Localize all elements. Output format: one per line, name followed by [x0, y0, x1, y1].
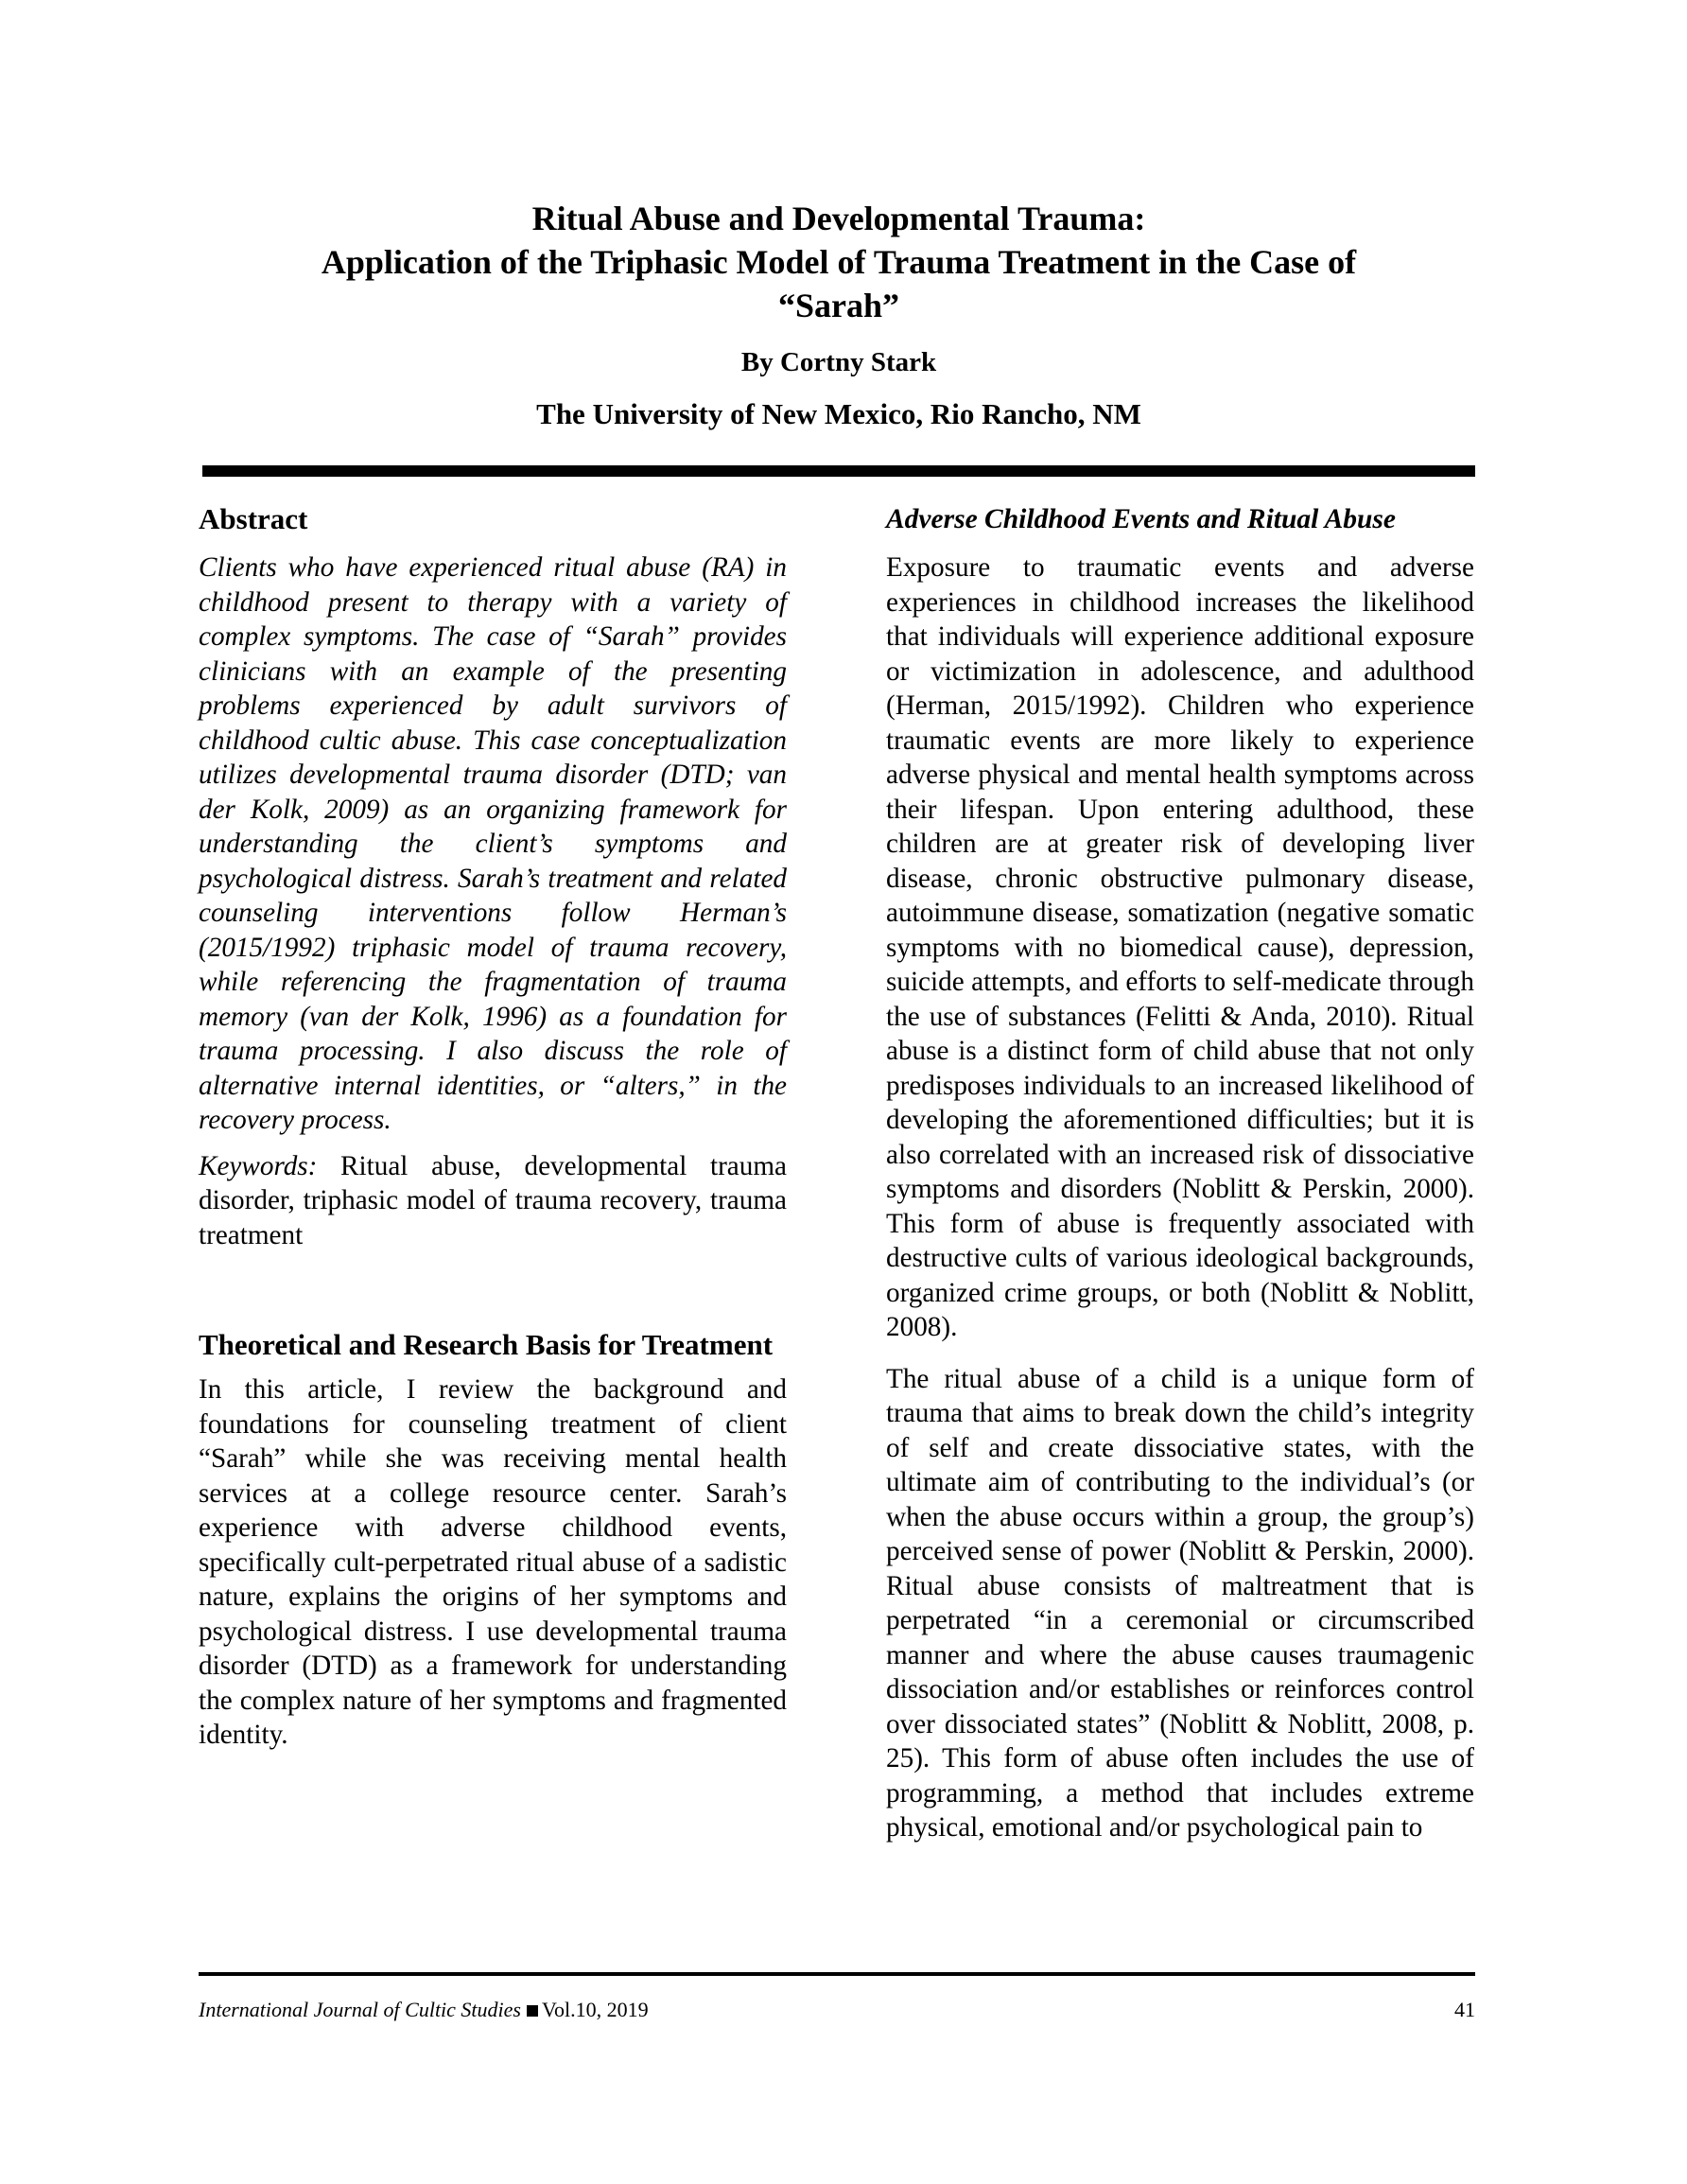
title-line-2: Application of the Triphasic Model of Trauma Treatment in the Case of	[321, 243, 1357, 281]
right-column	[886, 501, 1474, 1845]
section-heading-adverse-events: Adverse Childhood Events and Ritual Abuse	[886, 504, 1397, 534]
footer-divider	[199, 1972, 1475, 1976]
theory-paragraph: In this article, I review the background and foundations for counseling treatment of client “Sarah” while she was receiving mental health services at a college resource center. Sarah’s experience with adverse childhood events, specifically cult-perpetrated ritual abuse of a sadistic nature, explains the origins of her symptoms and psychological distress. I use developmental trauma disorder (DTD) as a framework for understanding the complex nature of her symptoms and fragmented identity.	[199, 1374, 787, 1750]
title-line-3: “Sarah”	[777, 287, 900, 324]
article-title	[202, 197, 1475, 327]
abstract-heading: Abstract	[199, 502, 308, 535]
keywords-text: Ritual abuse, developmental trauma disorder, triphasic model of trauma recovery, trauma treatment	[199, 1150, 787, 1250]
journal-volume: Vol.10, 2019	[541, 1998, 649, 2021]
body-paragraph: The ritual abuse of a child is a unique form of trauma that aims to break down the child’s integrity of self and create dissociative states, with the ultimate aim of contributing to the individual’s (or when the abuse occurs within a group, the group’s) perceived sense of power (Noblitt & Perskin, 2000). Ritual abuse consists of maltreatment that is perpetrated “in a ceremonial or circumscribed manner and where the abuse causes traumagenic dissociation and/or establishes or reinforces control over dissociated states” (Noblitt & Noblitt, 2008, p. 25). This form of abuse often includes the use of programming, a method that includes extreme physical, emotional and/or psychological pain to	[886, 1363, 1474, 1843]
abstract-text: Clients who have experienced ritual abuse (RA) in childhood present to therapy with a variety of complex symptoms. The case of “Sarah” provides clinicians with an example of the presenting problems experienced by adult survivors of childhood cultic abuse. This case conceptualization utilizes developmental trauma disorder (DTD; van der Kolk, 2009) as an organizing framework for understanding the client’s symptoms and psychological distress. Sarah’s treatment and related counseling interventions follow Herman’s (2015/1992) triphasic model of trauma recovery, while referencing the fragmentation of trauma memory (van der Kolk, 1996) as a foundation for trauma processing. I also discuss the role of alternative internal identities, or “alters,” in the recovery process.	[199, 552, 787, 1135]
author-affiliation: The University of New Mexico, Rio Rancho, NM	[536, 397, 1141, 430]
keywords-label: Keywords:	[199, 1150, 318, 1181]
title-line-1: Ritual Abuse and Developmental Trauma:	[531, 200, 1146, 237]
keywords	[199, 1149, 787, 1253]
author-byline: By Cortny Stark	[740, 347, 937, 377]
footer-journal-info	[199, 1997, 649, 2023]
header-divider	[202, 465, 1475, 477]
page-number: 41	[1454, 1998, 1475, 2021]
left-column	[199, 501, 787, 1753]
journal-name: International Journal of Cultic Studies	[199, 1998, 521, 2021]
section-heading-theory: Theoretical and Research Basis for Treatment	[199, 1328, 774, 1361]
body-paragraph: Exposure to traumatic events and adverse experiences in childhood increases the likelihood that individuals will experience additional exposure or victimization in adolescence, and adulthood (Herman, 2015/1992). Children who experience traumatic events are more likely to experience adverse physical and mental health symptoms across their lifespan. Upon entering adulthood, these children are at greater risk of developing liver disease, chronic obstructive pulmonary disease, autoimmune disease, somatization (negative somatic symptoms with no biomedical cause), depression, suicide attempts, and efforts to self-medicate through the use of substances (Felitti & Anda, 2010). Ritual abuse is a distinct form of child abuse that not only predisposes individuals to an increased likelihood of developing the aforementioned difficulties; but it is also correlated with an increased risk of dissociative symptoms and disorders (Noblitt & Perskin, 2000). This form of abuse is frequently associated with destructive cults of various ideological backgrounds, organized crime groups, or both (Noblitt & Noblitt, 2008).	[886, 552, 1474, 1342]
black-square-icon	[527, 2005, 538, 2017]
